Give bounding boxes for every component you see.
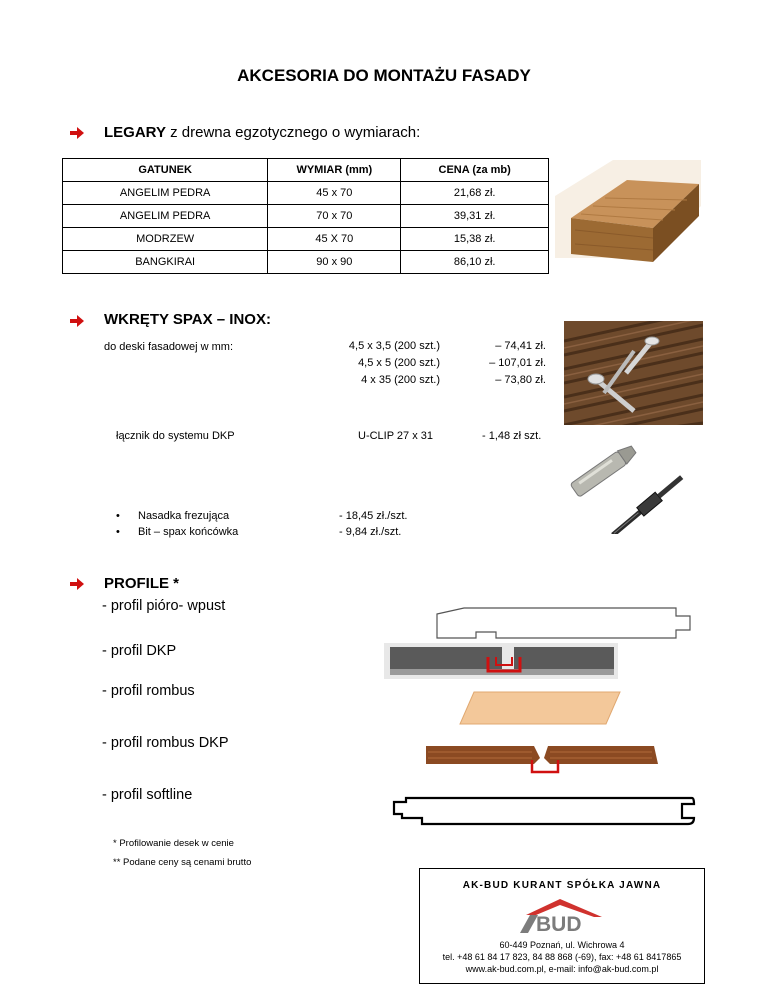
cell-gatunek: ANGELIM PEDRA	[63, 205, 268, 228]
wkrety-label: do deski fasadowej w mm:	[104, 341, 233, 353]
softline-profile-drawing	[392, 796, 696, 826]
list-item	[116, 508, 238, 524]
arrow-right-icon	[70, 127, 84, 139]
company-contact	[420, 939, 704, 975]
legary-table	[62, 158, 549, 274]
company-phone: tel. +48 61 84 17 823, 84 88 868 (-69), fax: +48 61 8417865	[442, 952, 682, 962]
table-header-row	[63, 159, 549, 182]
table-row	[63, 251, 549, 274]
logo-text: BUD	[536, 913, 582, 935]
bullet-label: Bit – spax końcówka	[138, 526, 239, 538]
profile-heading: PROFILE *	[104, 575, 180, 592]
screws-image	[564, 321, 703, 425]
cell-cena: 39,31 zł.	[401, 205, 549, 228]
company-address: 60-449 Poznań, ul. Wichrowa 4	[499, 940, 625, 950]
cell-gatunek: ANGELIM PEDRA	[63, 182, 268, 205]
screw-prices	[450, 338, 546, 389]
bullet-list	[116, 508, 238, 540]
company-name: AK-BUD KURANT SPÓŁKA JAWNA	[462, 880, 662, 891]
dkp-profile-drawing	[384, 643, 618, 679]
page-title: AKCESORIA DO MONTAŻU FASADY	[237, 66, 531, 85]
legary-heading-rest: z drewna egzotycznego o wymiarach:	[165, 124, 421, 141]
screw-size: 4,5 x 3,5 (200 szt.)	[348, 340, 440, 352]
cell-wymiar: 70 x 70	[268, 205, 401, 228]
note: * Profilowanie desek w cenie	[113, 838, 234, 849]
profile-item: - profil softline	[102, 787, 193, 803]
wkrety-heading: WKRĘTY SPAX – INOX:	[104, 311, 271, 328]
column-header-gatunek: GATUNEK	[63, 159, 268, 182]
cell-wymiar: 45 X 70	[268, 228, 401, 251]
table-row	[63, 205, 549, 228]
profile-item: - profil DKP	[102, 643, 177, 659]
screw-size: 4 x 35 (200 szt.)	[361, 374, 440, 386]
lacznik-price: - 1,48 zł szt.	[482, 430, 542, 442]
note: ** Podane ceny są cenami brutto	[113, 857, 252, 868]
legary-heading-bold: LEGARY	[104, 124, 166, 141]
company-web: www.ak-bud.com.pl, e-mail: info@ak-bud.com.pl	[465, 964, 659, 974]
table-row	[63, 228, 549, 251]
cell-cena: 21,68 zł.	[401, 182, 549, 205]
lacznik-name: U-CLIP 27 x 31	[358, 430, 434, 442]
screw-sizes	[300, 338, 440, 389]
rhombus-profile-drawing	[456, 688, 624, 728]
bullet-price: - 18,45 zł./szt.	[339, 510, 408, 522]
company-footer	[419, 868, 705, 984]
company-logo	[516, 897, 610, 935]
cell-cena: 15,38 zł.	[401, 228, 549, 251]
cell-cena: 86,10 zł.	[401, 251, 549, 274]
screw-size: 4,5 x 5 (200 szt.)	[358, 357, 440, 369]
profile-item: - profil rombus DKP	[102, 735, 229, 751]
bullet-label: Nasadka frezująca	[138, 510, 230, 522]
column-header-wymiar: WYMIAR (mm)	[268, 159, 401, 182]
tongue-groove-profile-drawing	[436, 606, 692, 640]
bullet-price: - 9,84 zł./szt.	[339, 526, 402, 538]
legary-heading	[104, 124, 420, 141]
cell-gatunek: BANGKIRAI	[63, 251, 268, 274]
profile-item: - profil rombus	[102, 683, 195, 699]
arrow-right-icon	[70, 578, 84, 590]
cell-wymiar: 45 x 70	[268, 182, 401, 205]
lacznik-label: łącznik do systemu DKP	[116, 430, 235, 442]
rhombus-dkp-profile-drawing	[424, 744, 660, 778]
bit-image	[562, 434, 703, 534]
screw-price: – 74,41 zł.	[495, 340, 546, 352]
table-row	[63, 182, 549, 205]
bullet-prices	[339, 508, 407, 540]
bullet-icon: •	[116, 526, 120, 538]
wood-beam-image	[553, 158, 703, 266]
cell-gatunek: MODRZEW	[63, 228, 268, 251]
profile-item: - profil pióro- wpust	[102, 598, 226, 614]
cell-wymiar: 90 x 90	[268, 251, 401, 274]
list-item	[116, 524, 238, 540]
column-header-cena: CENA (za mb)	[401, 159, 549, 182]
screw-price: – 73,80 zł.	[495, 374, 546, 386]
screw-price: – 107,01 zł.	[489, 357, 546, 369]
arrow-right-icon	[70, 315, 84, 327]
bullet-icon: •	[116, 510, 120, 522]
